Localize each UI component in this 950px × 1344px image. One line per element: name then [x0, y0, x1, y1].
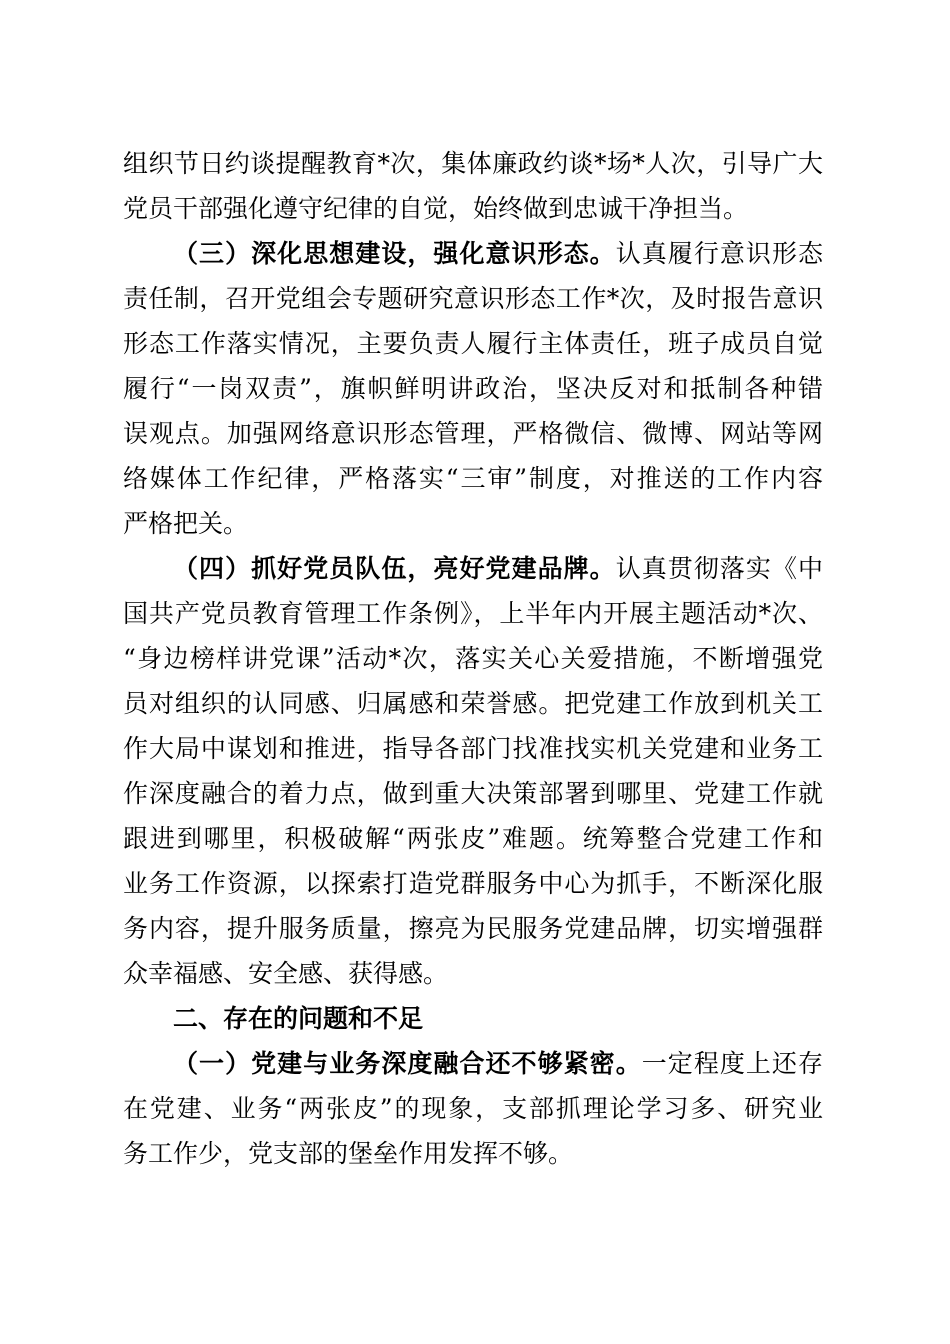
- paragraph-line: 络媒体工作纪律，严格落实“三审”制度，对推送的工作内容: [123, 464, 823, 493]
- paragraph-line: 在党建、业务“两张皮”的现象，支部抓理论学习多、研究业: [123, 1094, 823, 1123]
- paragraph-line: “身边榜样讲党课”活动*次，落实关心关爱措施，不断增强党: [123, 644, 823, 673]
- paragraph-line: 形态工作落实情况，主要负责人履行主体责任，班子成员自觉: [123, 329, 823, 358]
- paragraph-lead: （三）深化思想建设，强化意识形态。: [173, 239, 616, 268]
- paragraph-line: 严格把关。: [123, 509, 249, 538]
- paragraph-lead: （四）抓好党员队伍，亮好党建品牌。: [173, 554, 616, 583]
- paragraph-line: 务内容，提升服务质量，擦亮为民服务党建品牌，切实增强群: [123, 914, 823, 943]
- paragraph-first-line: [173, 236, 823, 272]
- paragraph-first-line: [173, 551, 823, 587]
- paragraph-line: 责任制，召开党组会专题研究意识形态工作*次，及时报告意识: [123, 284, 823, 313]
- paragraph-lead: （一）党建与业务深度融合还不够紧密。: [173, 1049, 642, 1078]
- paragraph-line: 误观点。加强网络意识形态管理，严格微信、微博、网站等网: [123, 419, 823, 448]
- paragraph-line: 众幸福感、安全感、获得感。: [123, 959, 449, 988]
- paragraph-line: 组织节日约谈提醒教育*次，集体廉政约谈*场*人次，引导广大: [123, 149, 823, 178]
- paragraph-line: 务工作少，党支部的堡垒作用发挥不够。: [123, 1139, 574, 1168]
- paragraph-line: 作大局中谋划和推进，指导各部门找准找实机关党建和业务工: [123, 734, 823, 763]
- paragraph-line: 党员干部强化遵守纪律的自觉，始终做到忠诚干净担当。: [123, 194, 749, 223]
- paragraph-text: 一定程度上还存: [641, 1049, 823, 1078]
- paragraph-text: 认真履行意识形态: [615, 239, 823, 268]
- paragraph-line: 作深度融合的着力点，做到重大决策部署到哪里、党建工作就: [123, 779, 823, 808]
- section-heading: 二、存在的问题和不足: [173, 1004, 424, 1033]
- paragraph-text: 认真贯彻落实《中: [615, 554, 823, 583]
- paragraph-line: 员对组织的认同感、归属感和荣誉感。把党建工作放到机关工: [123, 689, 823, 718]
- paragraph-line: 业务工作资源，以探索打造党群服务中心为抓手，不断深化服: [123, 869, 823, 898]
- paragraph-line: 国共产党员教育管理工作条例》，上半年内开展主题活动*次、: [123, 599, 823, 628]
- paragraph-line: 跟进到哪里，积极破解“两张皮”难题。统筹整合党建工作和: [123, 824, 823, 853]
- paragraph-first-line: [173, 1046, 823, 1082]
- paragraph-line: 履行“一岗双责”，旗帜鲜明讲政治，坚决反对和抵制各种错: [123, 374, 823, 403]
